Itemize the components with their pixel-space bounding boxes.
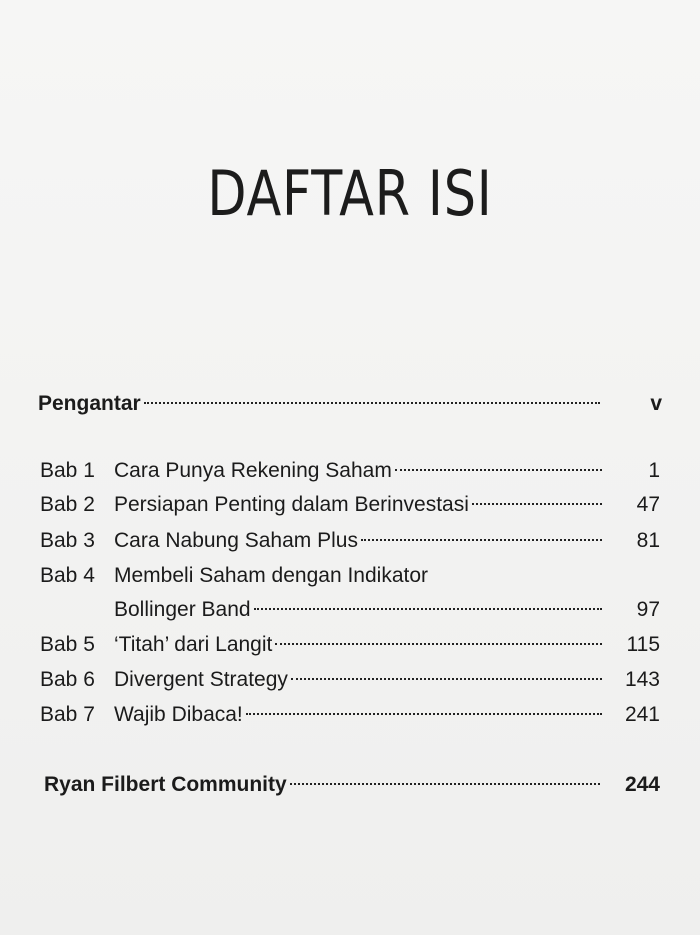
toc-entry-preface[interactable]	[0, 388, 700, 420]
toc-page-number: 241	[624, 703, 660, 726]
chapter-label: Bab 1	[40, 459, 95, 482]
page-title: DAFTAR ISI	[207, 157, 493, 230]
toc-entry-chapter-1[interactable]	[0, 455, 700, 487]
toc-leader	[114, 455, 602, 487]
toc-entry-title: Cara Punya Rekening Saham	[114, 459, 392, 482]
toc-entry-title: Cara Nabung Saham Plus	[114, 529, 358, 552]
toc-entry-title: Divergent Strategy	[114, 668, 288, 691]
chapter-label: Bab 2	[40, 493, 95, 516]
toc-entry-title: Pengantar	[38, 392, 141, 415]
toc-page-number: 1	[648, 459, 660, 482]
toc-page-number: 97	[636, 598, 660, 621]
toc-entry-title: Ryan Filbert Community	[44, 773, 287, 796]
dot-leader	[144, 402, 600, 404]
toc-entry-chapter-7[interactable]	[0, 699, 700, 731]
chapter-label: Bab 7	[40, 703, 95, 726]
toc-leader	[114, 629, 602, 661]
toc-entry-title-line1: Membeli Saham dengan Indikator	[114, 564, 429, 587]
dot-leader	[254, 608, 602, 610]
dot-leader	[290, 783, 600, 785]
toc-leader	[38, 388, 600, 420]
toc-entry-title: ‘Titah’ dari Langit	[114, 633, 273, 656]
toc-leader	[114, 664, 602, 696]
toc-entry-title-line2: Bollinger Band	[114, 598, 251, 621]
toc-leader	[114, 489, 602, 521]
toc-page-number: 143	[624, 668, 660, 691]
chapter-label: Bab 5	[40, 633, 95, 656]
toc-entry-chapter-6[interactable]	[0, 664, 700, 696]
dot-leader	[291, 678, 602, 680]
dot-leader	[361, 539, 602, 541]
toc-leader	[114, 525, 602, 557]
toc-page-number: v	[650, 392, 662, 415]
toc-page-number: 47	[636, 493, 660, 516]
dot-leader	[472, 503, 602, 505]
toc-leader	[114, 594, 602, 626]
chapter-label: Bab 3	[40, 529, 95, 552]
dot-leader	[395, 469, 602, 471]
toc-entry-community[interactable]	[0, 769, 700, 801]
toc-page-number: 81	[636, 529, 660, 552]
dot-leader	[275, 643, 602, 645]
toc-leader	[114, 699, 602, 731]
toc-leader	[44, 769, 600, 801]
toc-page-number: 244	[624, 773, 660, 796]
toc-entry-chapter-4[interactable]	[0, 560, 700, 630]
toc-page-number: 115	[626, 633, 660, 656]
toc-entry-title: Wajib Dibaca!	[114, 703, 243, 726]
dot-leader	[246, 713, 602, 715]
chapter-label: Bab 4	[40, 564, 95, 587]
toc-entry-chapter-3[interactable]	[0, 525, 700, 557]
chapter-label: Bab 6	[40, 668, 95, 691]
toc-entry-chapter-2[interactable]	[0, 489, 700, 521]
toc-entry-title: Persiapan Penting dalam Berinvestasi	[114, 493, 469, 516]
toc-entry-chapter-5[interactable]	[0, 629, 700, 661]
